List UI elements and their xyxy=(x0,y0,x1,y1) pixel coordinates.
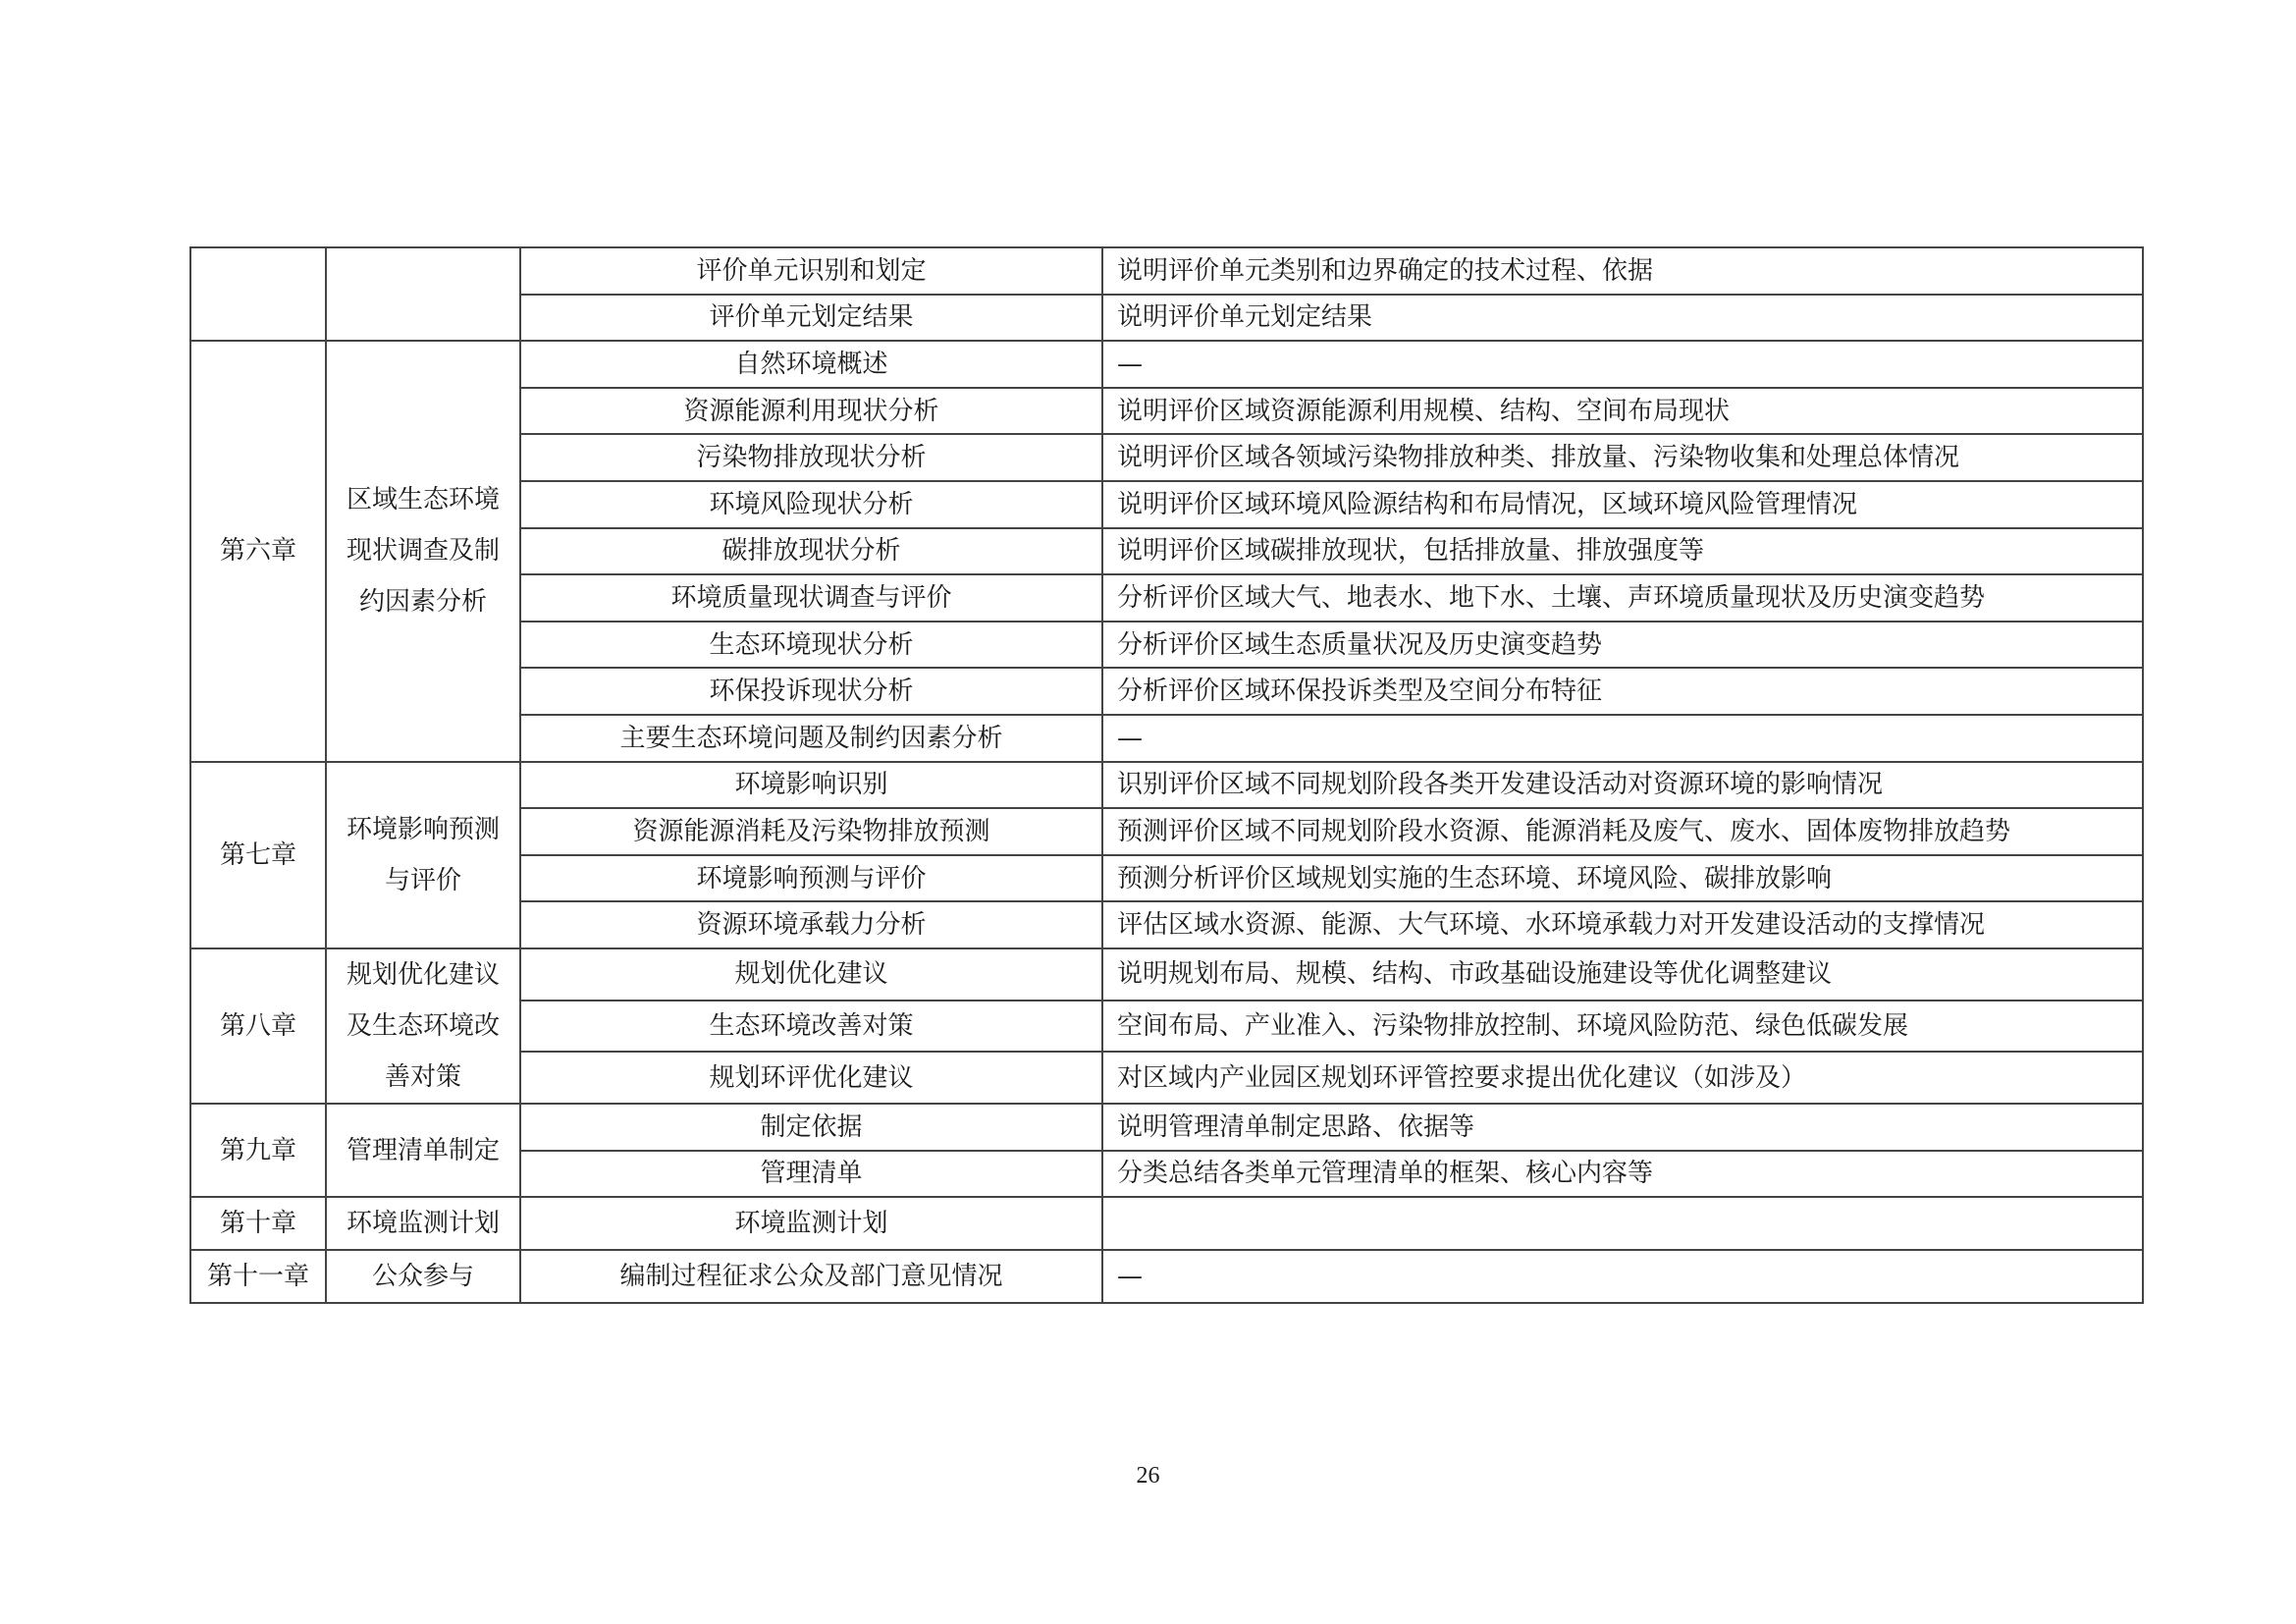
section-cell: 生态环境改善对策 xyxy=(520,1001,1102,1053)
chapter-cell: 第七章 xyxy=(190,762,326,948)
chapter-title-cell: 环境影响预测与评价 xyxy=(326,762,520,948)
description-cell: 分类总结各类单元管理清单的框架、核心内容等 xyxy=(1102,1151,2143,1198)
description-cell xyxy=(1102,1197,2143,1250)
table-row xyxy=(190,948,2143,1001)
section-cell: 环境风险现状分析 xyxy=(520,481,1102,528)
section-cell: 自然环境概述 xyxy=(520,341,1102,388)
section-cell: 生态环境现状分析 xyxy=(520,622,1102,669)
section-cell: 环境影响预测与评价 xyxy=(520,855,1102,902)
section-cell: 规划环评优化建议 xyxy=(520,1052,1102,1104)
chapter-cell: 第六章 xyxy=(190,341,326,761)
section-cell: 评价单元识别和划定 xyxy=(520,247,1102,295)
description-cell: — xyxy=(1102,715,2143,762)
description-cell: 评估区域水资源、能源、大气环境、水环境承载力对开发建设活动的支撑情况 xyxy=(1102,901,2143,948)
section-cell: 碳排放现状分析 xyxy=(520,528,1102,575)
description-cell: — xyxy=(1102,341,2143,388)
description-cell: 分析评价区域大气、地表水、地下水、土壤、声环境质量现状及历史演变趋势 xyxy=(1102,574,2143,622)
page-number: 26 xyxy=(1136,1463,1160,1489)
table-row xyxy=(190,1250,2143,1303)
table-row xyxy=(190,1197,2143,1250)
chapter-title-cell xyxy=(326,247,520,341)
section-cell: 主要生态环境问题及制约因素分析 xyxy=(520,715,1102,762)
description-cell: 识别评价区域不同规划阶段各类开发建设活动对资源环境的影响情况 xyxy=(1102,762,2143,809)
description-cell: 说明管理清单制定思路、依据等 xyxy=(1102,1104,2143,1151)
table-row xyxy=(190,341,2143,388)
chapter-cell: 第八章 xyxy=(190,948,326,1104)
section-cell: 资源能源消耗及污染物排放预测 xyxy=(520,808,1102,855)
section-cell: 制定依据 xyxy=(520,1104,1102,1151)
description-cell: 说明评价区域资源能源利用规模、结构、空间布局现状 xyxy=(1102,388,2143,435)
chapter-cell xyxy=(190,247,326,341)
description-cell: 说明规划布局、规模、结构、市政基础设施建设等优化调整建议 xyxy=(1102,948,2143,1001)
chapter-title-cell: 公众参与 xyxy=(326,1250,520,1303)
section-cell: 污染物排放现状分析 xyxy=(520,434,1102,481)
chapter-title-cell: 环境监测计划 xyxy=(326,1197,520,1250)
section-cell: 规划优化建议 xyxy=(520,948,1102,1001)
description-cell: 预测评价区域不同规划阶段水资源、能源消耗及废气、废水、固体废物排放趋势 xyxy=(1102,808,2143,855)
description-cell: — xyxy=(1102,1250,2143,1303)
description-cell: 说明评价区域碳排放现状，包括排放量、排放强度等 xyxy=(1102,528,2143,575)
description-cell: 说明评价单元划定结果 xyxy=(1102,295,2143,342)
description-cell: 空间布局、产业准入、污染物排放控制、环境风险防范、绿色低碳发展 xyxy=(1102,1001,2143,1053)
chapter-cell: 第十章 xyxy=(190,1197,326,1250)
table-row xyxy=(190,762,2143,809)
section-cell: 环境质量现状调查与评价 xyxy=(520,574,1102,622)
description-cell: 预测分析评价区域规划实施的生态环境、环境风险、碳排放影响 xyxy=(1102,855,2143,902)
section-cell: 管理清单 xyxy=(520,1151,1102,1198)
section-cell: 环保投诉现状分析 xyxy=(520,668,1102,715)
description-cell: 分析评价区域生态质量状况及历史演变趋势 xyxy=(1102,622,2143,669)
description-cell: 说明评价区域各领域污染物排放种类、排放量、污染物收集和处理总体情况 xyxy=(1102,434,2143,481)
description-cell: 对区域内产业园区规划环评管控要求提出优化建议（如涉及） xyxy=(1102,1052,2143,1104)
description-cell: 分析评价区域环保投诉类型及空间分布特征 xyxy=(1102,668,2143,715)
chapter-title-cell: 管理清单制定 xyxy=(326,1104,520,1197)
section-cell: 资源环境承载力分析 xyxy=(520,901,1102,948)
table-body xyxy=(190,247,2143,1303)
section-cell: 评价单元划定结果 xyxy=(520,295,1102,342)
chapter-cell: 第十一章 xyxy=(190,1250,326,1303)
table-row xyxy=(190,1104,2143,1151)
section-cell: 编制过程征求公众及部门意见情况 xyxy=(520,1250,1102,1303)
chapter-outline-table xyxy=(189,246,2144,1304)
section-cell: 环境监测计划 xyxy=(520,1197,1102,1250)
chapter-title-cell: 区域生态环境现状调查及制约因素分析 xyxy=(326,341,520,761)
chapter-cell: 第九章 xyxy=(190,1104,326,1197)
chapter-title-cell: 规划优化建议及生态环境改善对策 xyxy=(326,948,520,1104)
table-row xyxy=(190,247,2143,295)
section-cell: 环境影响识别 xyxy=(520,762,1102,809)
section-cell: 资源能源利用现状分析 xyxy=(520,388,1102,435)
description-cell: 说明评价单元类别和边界确定的技术过程、依据 xyxy=(1102,247,2143,295)
description-cell: 说明评价区域环境风险源结构和布局情况，区域环境风险管理情况 xyxy=(1102,481,2143,528)
